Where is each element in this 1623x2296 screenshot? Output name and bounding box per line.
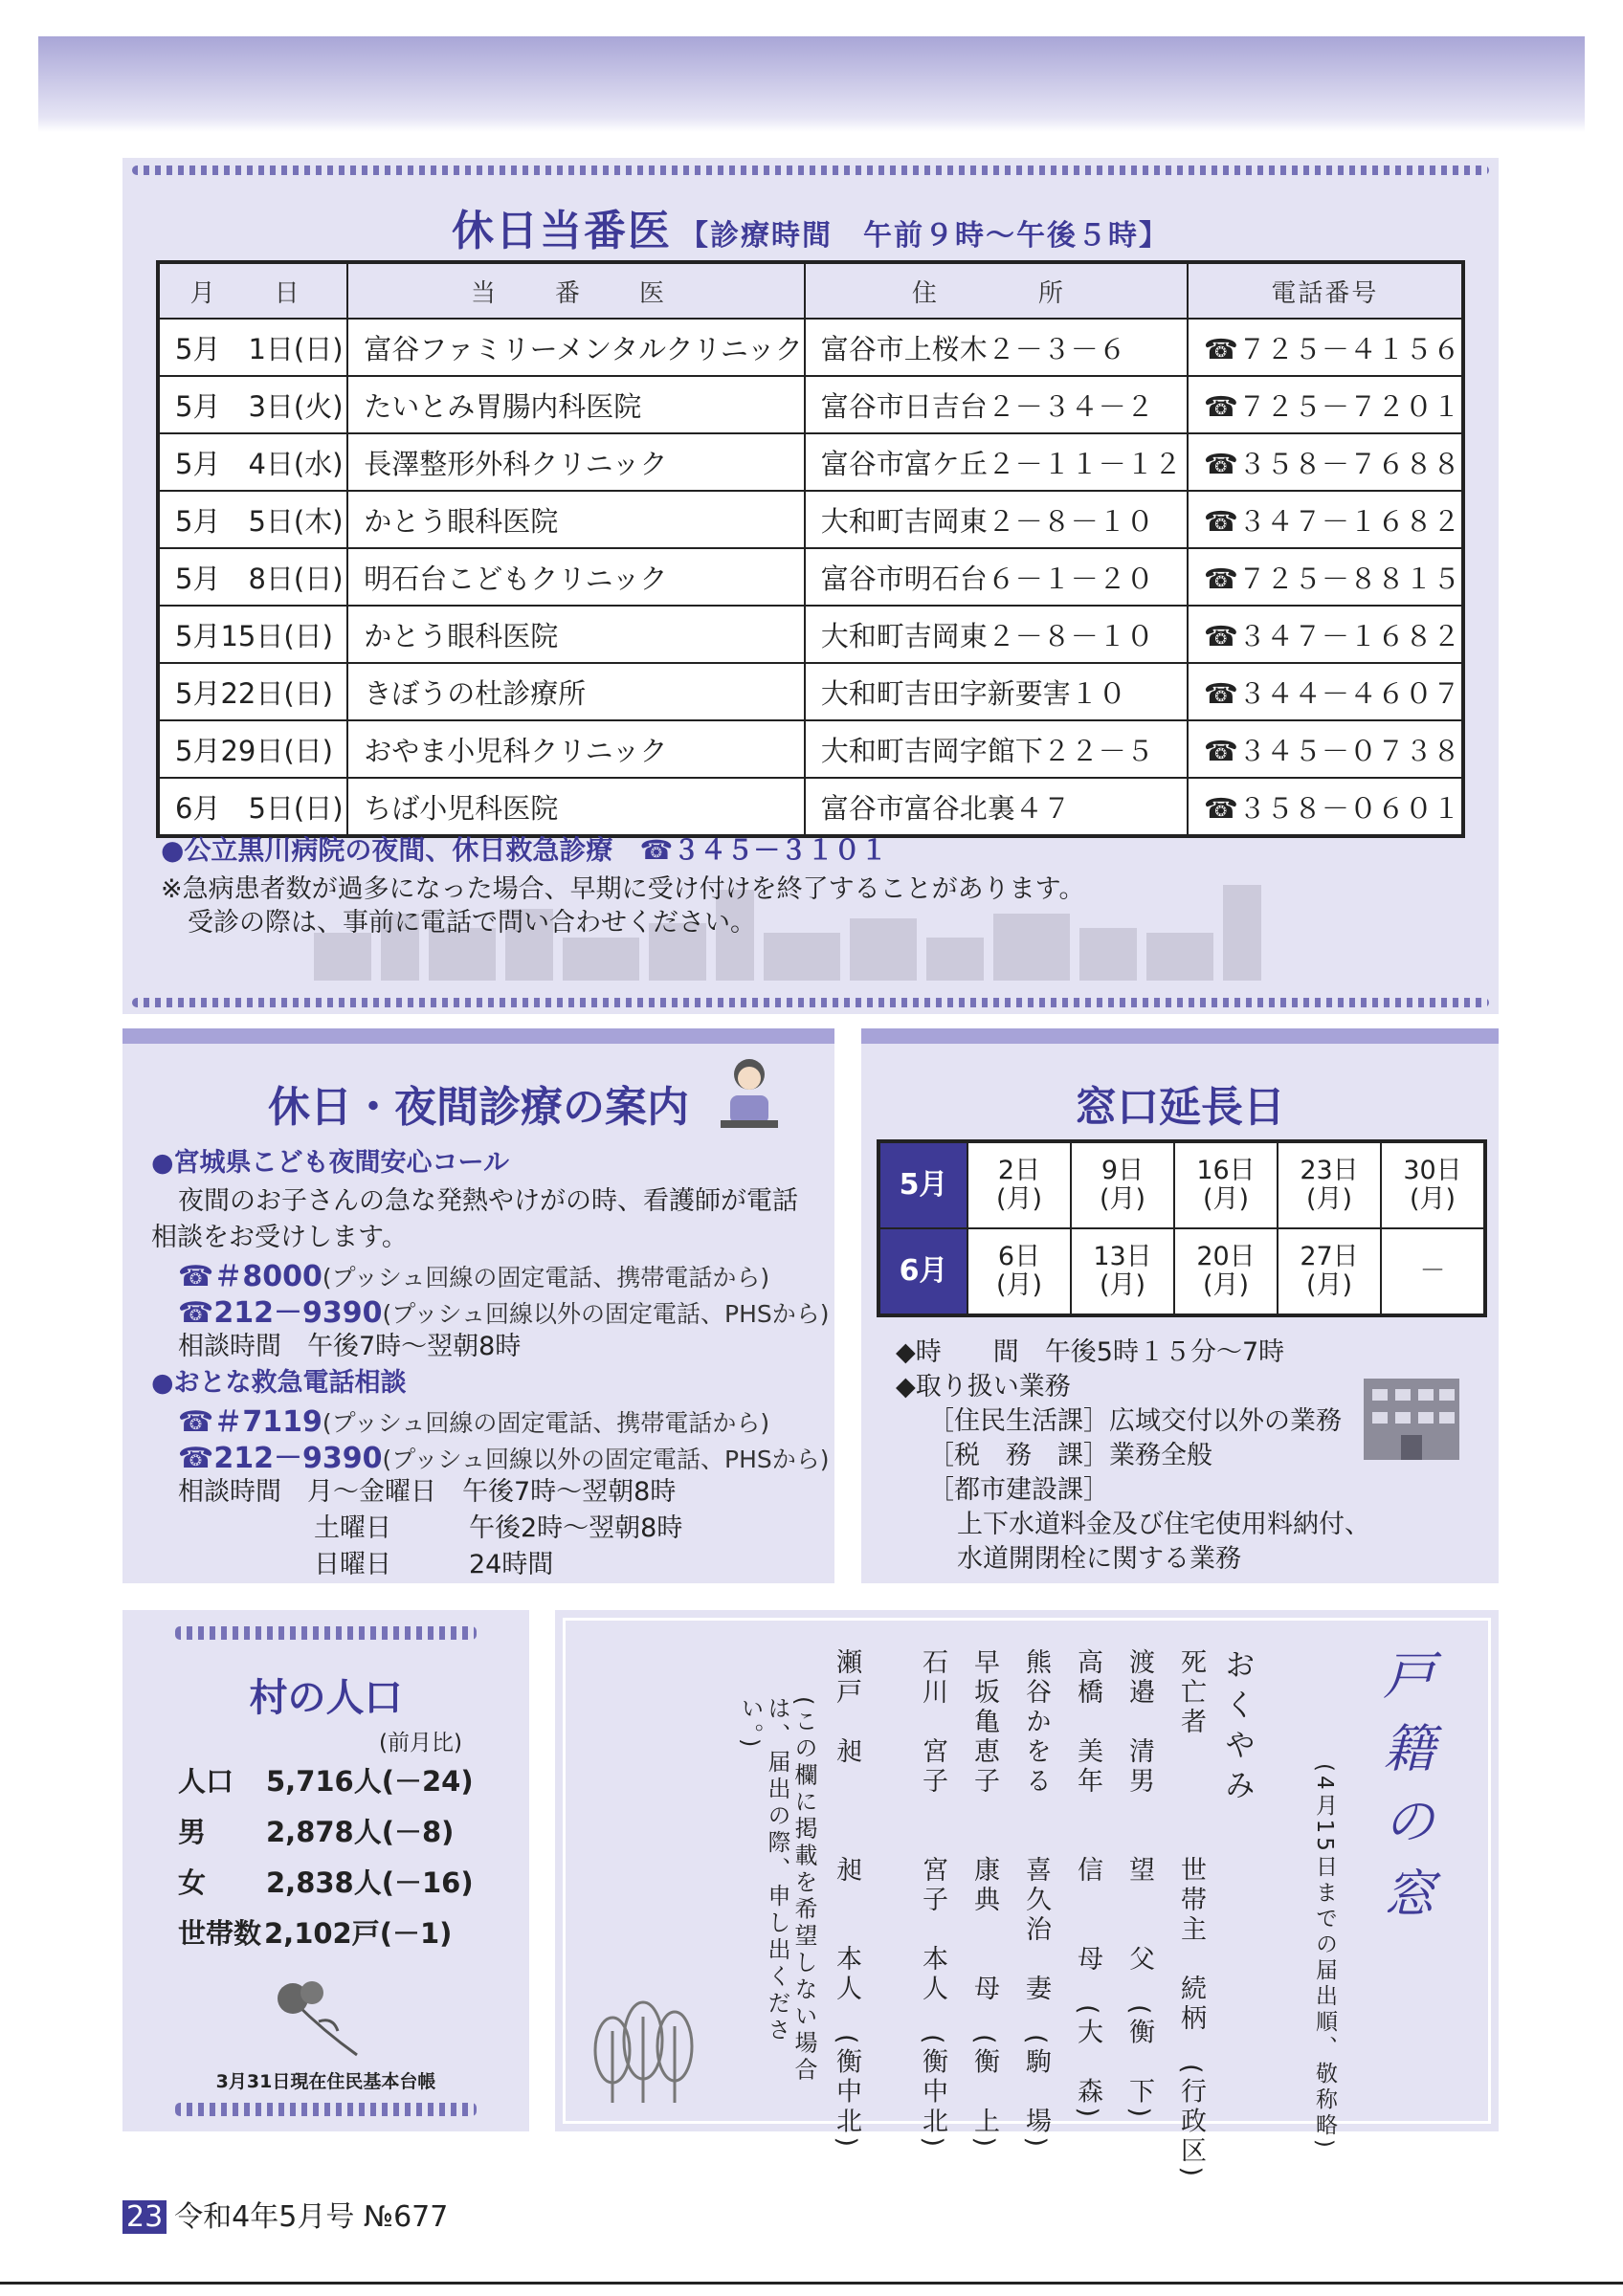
window-extension-section — [861, 1028, 1499, 1583]
night-clinic-section — [122, 1028, 834, 1583]
table-row: 5月15日(日) かとう眼科医院 大和町吉岡東２－８－１０ ☎３４７－１６８２ — [158, 606, 1463, 663]
column-address: 住 所 — [805, 262, 1188, 319]
population-row-male: 男 2,878人(－8) — [178, 1816, 455, 1848]
building-icon — [1359, 1374, 1464, 1460]
column-phone: 電話番号 — [1188, 262, 1463, 319]
duty-table — [156, 260, 1465, 838]
column-doctor: 当 番 医 — [347, 262, 805, 319]
population-section — [122, 1610, 529, 2131]
duty-table-header — [158, 262, 1463, 319]
page-number: 23 — [122, 2200, 167, 2234]
kids-night-call-heading: ●宮城県こども夜間安心コール — [151, 1148, 510, 1178]
page-footer — [122, 2193, 448, 2235]
calendar-row-may: 5月 2日 (月) 9日 (月) 16日 (月) 23日 (月) 30日 (月) — [878, 1141, 1485, 1228]
wave-divider-bottom — [132, 998, 1489, 1007]
night-clinic-title: 休日・夜間診療の案内 — [268, 1083, 689, 1132]
register-entry: 早坂亀恵子 康典 母 (衡 上) — [969, 1648, 999, 2152]
adult-tel-2: ☎212－9390(プッシュ回線以外の固定電話、PHSから) — [178, 1442, 830, 1475]
service-tax: ［税 務 課］業務全般 — [928, 1441, 1212, 1470]
register-subtitle: (4月15日までの届出順、敬称略) — [1312, 1763, 1337, 2152]
condolences-heading: おくやみ — [1220, 1648, 1256, 1809]
register-note: (この欄に掲載を希望しない場合は、届出の際、申し出ください。) — [737, 1696, 817, 2085]
service-urban-detail-1: 上下水道料金及び住宅使用料納付、 — [957, 1510, 1370, 1539]
table-row: 5月29日(日) おやま小児科クリニック 大和町吉岡字館下２２－５ ☎３４５－０７３８ — [158, 720, 1463, 778]
emergency-notice: ●公立黒川病院の夜間、休日救急診療 ☎３４５－３１０１ — [161, 834, 888, 866]
kids-call-desc-2: 相談をお受けします。 — [151, 1223, 408, 1252]
wave-divider-top — [132, 166, 1489, 175]
adult-emergency-heading: ●おとな救急電話相談 — [151, 1368, 407, 1398]
window-extension-title: 窓口延長日 — [1075, 1083, 1285, 1132]
holiday-doctor-section — [122, 158, 1499, 1014]
service-urban: ［都市建設課］ — [928, 1475, 1109, 1505]
calendar-row-june: 6月 6日 (月) 13日 (月) 20日 (月) 27日 (月) － — [878, 1228, 1485, 1315]
register-entry: 瀬戸 昶 昶 本人 (衡中北) — [832, 1648, 861, 2152]
extension-hours: ◆時 間 午後5時１５分～7時 — [896, 1337, 1285, 1367]
decor-border-top — [175, 1626, 477, 1640]
kids-call-hours: 相談時間 午後7時～翌朝8時 — [178, 1332, 522, 1361]
kids-tel-2: ☎212－9390(プッシュ回線以外の固定電話、PHSから) — [178, 1296, 830, 1330]
population-source: 3月31日現在住民基本台帳 — [215, 2071, 436, 2092]
register-entry: 熊谷かをる 喜久治 妻 (駒 場) — [1021, 1648, 1051, 2152]
table-row: 5月 4日(水) 長澤整形外科クリニック 富谷市富ケ丘２－１１－１２ ☎３５８－７６８８ — [158, 433, 1463, 491]
note-line-1: ※急病患者数が過多になった場合、早期に受け付けを終了することがあります。 — [161, 874, 1085, 904]
trees-icon — [584, 1974, 699, 2108]
register-entry: 渡邉 清男 望 父 (衡 下) — [1124, 1648, 1154, 2122]
bottom-rule — [0, 2282, 1623, 2285]
issue-label: 令和4年5月号 №677 — [174, 2200, 449, 2234]
family-register-section — [555, 1610, 1499, 2181]
decor-border-bottom — [175, 2103, 477, 2116]
kids-tel-1: ☎＃8000(プッシュ回線の固定電話、携帯電話から) — [178, 1260, 770, 1293]
register-title: 戸籍の窓 — [1375, 1648, 1435, 1939]
table-row: 5月22日(日) きぼうの杜診療所 大和町吉田字新要害１０ ☎３４４－４６０７ — [158, 663, 1463, 720]
table-row: 6月 5日(日) ちば小児科医院 富谷市富谷北裏４７ ☎３５８－０６０１ — [158, 778, 1463, 836]
adult-tel-1: ☎＃7119(プッシュ回線の固定電話、携帯電話から) — [178, 1405, 770, 1439]
note-line-2: 受診の際は、事前に電話で問い合わせください。 — [188, 908, 756, 938]
month-compare-label: (前月比) — [379, 1731, 462, 1755]
register-entry: 高橋 美年 信 母 (大 森) — [1073, 1648, 1102, 2122]
flower-icon — [266, 1974, 371, 2060]
table-row: 5月 8日(日) 明石台こどもクリニック 富谷市明石台６－１－２０ ☎７２５－８８１５ — [158, 548, 1463, 606]
holiday-doctor-title: 休日当番医 【診療時間 午前９時～午後５時】 — [452, 207, 1169, 255]
population-row-female: 女 2,838人(－16) — [178, 1866, 474, 1899]
adult-hours-saturday: 土曜日 午後2時～翌朝8時 — [314, 1513, 683, 1543]
services-heading: ◆取り扱い業務 — [896, 1372, 1071, 1402]
service-residents: ［住民生活課］広域交付以外の業務 — [928, 1406, 1342, 1436]
population-row-households: 世帯数 — [178, 1917, 262, 1950]
header-band — [38, 36, 1585, 132]
column-date: 月 日 — [158, 262, 347, 319]
table-row: 5月 1日(日) 富谷ファミリーメンタルクリニック 富谷市上桜木２－３－６ ☎７２５－４１５６ — [158, 319, 1463, 376]
table-row: 5月 3日(火) たいとみ胃腸内科医院 富谷市日吉台２－３４－２ ☎７２５－７２０１ — [158, 376, 1463, 433]
table-row: 5月 5日(木) かとう眼科医院 大和町吉岡東２－８－１０ ☎３４７－１６８２ — [158, 491, 1463, 548]
adult-hours-weekday: 相談時間 月～金曜日 午後7時～翌朝8時 — [178, 1477, 677, 1507]
population-title: 村の人口 — [249, 1676, 403, 1720]
population-row-total: 人口 5,716人(－24) — [178, 1765, 474, 1798]
nurse-phone-icon — [716, 1053, 783, 1130]
register-entry: 石川 宮子 宮子 本人 (衡中北) — [918, 1648, 947, 2152]
service-urban-detail-2: 水道開閉栓に関する業務 — [957, 1544, 1241, 1574]
households-value: 2,102戸(－1) — [264, 1917, 453, 1950]
extension-calendar — [877, 1139, 1487, 1317]
kids-call-desc-1: 夜間のお子さんの急な発熱やけがの時、看護師が電話 — [178, 1186, 798, 1216]
adult-hours-sunday: 日曜日 24時間 — [314, 1550, 554, 1579]
register-header: 死亡者 世帯主 続柄 (行政区) — [1176, 1648, 1206, 2181]
